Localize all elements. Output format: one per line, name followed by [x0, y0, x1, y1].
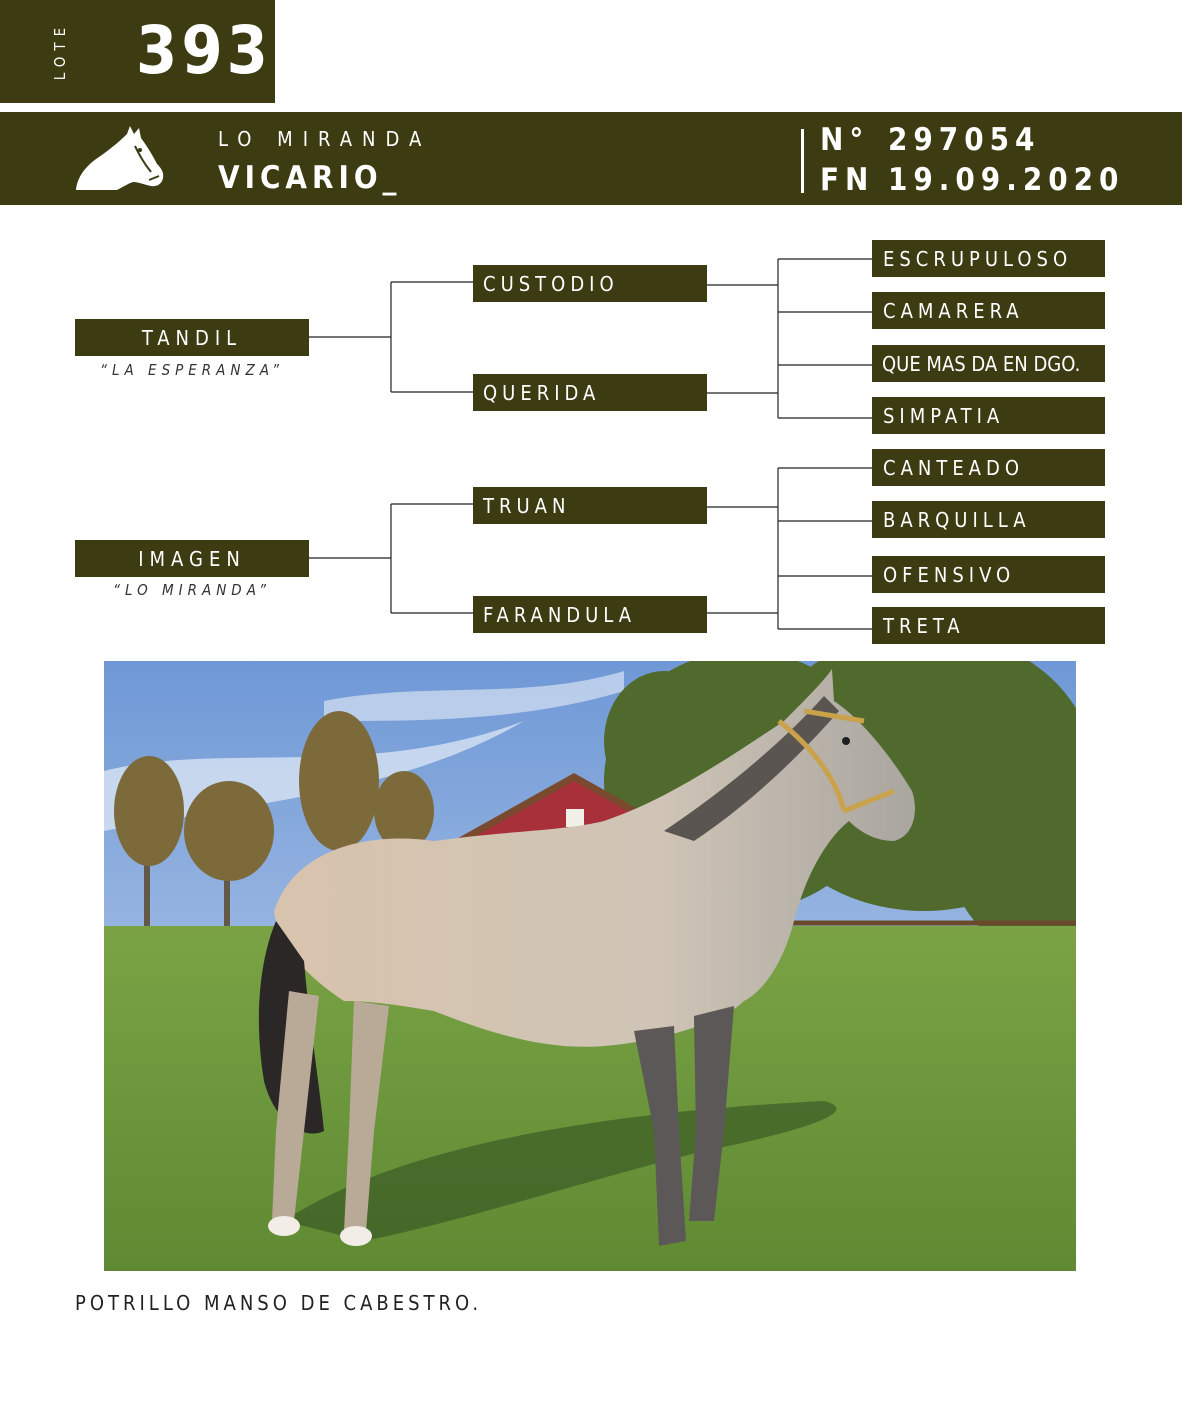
great-grandparent-box [872, 501, 1105, 538]
lot-remark: POTRILLO MANSO DE CABESTRO. [75, 1291, 483, 1315]
great-grandparent-box [872, 397, 1105, 434]
great-grandparent-name: TRETA [883, 613, 965, 638]
sire-name: TANDIL [141, 325, 243, 350]
great-grandparent-box [872, 449, 1105, 486]
great-grandparent-name: BARQUILLA [883, 507, 1031, 532]
maternal-grandsire-name: TRUAN [483, 493, 571, 518]
dam-name: IMAGEN [138, 546, 246, 571]
great-grandparent-name: ESCRUPULOSO [883, 246, 1073, 271]
lot-label: LOTE [51, 21, 69, 81]
registration-number: 297054 [888, 122, 1041, 158]
great-grandparent-box [872, 607, 1105, 644]
great-grandparent-box [872, 345, 1105, 382]
maternal-granddam-name: FARANDULA [483, 602, 637, 627]
paternal-grandsire-box [473, 265, 707, 302]
great-grandparent-box [872, 292, 1105, 329]
dam-box [75, 540, 309, 577]
great-grandparent-box [872, 556, 1105, 593]
birth-date-label: FN [820, 162, 875, 198]
sire-origin: “LA ESPERANZA” [100, 361, 284, 379]
horse-photo [104, 661, 1076, 1271]
great-grandparent-name: QUE MAS DA EN DGO. [882, 351, 1081, 376]
maternal-grandsire-box [473, 487, 707, 524]
great-grandparent-name: SIMPATIA [883, 403, 1005, 428]
paternal-granddam-box [473, 374, 707, 411]
sire-box [75, 319, 309, 356]
dam-origin: “LO MIRANDA” [113, 581, 271, 599]
birth-date: 19.09.2020 [888, 162, 1125, 198]
great-grandparent-name: CAMARERA [883, 298, 1024, 323]
horse-name: VICARIO_ [218, 160, 402, 196]
paternal-grandsire-name: CUSTODIO [483, 271, 619, 296]
maternal-granddam-box [473, 596, 707, 633]
great-grandparent-box [872, 240, 1105, 277]
great-grandparent-name: CANTEADO [883, 455, 1025, 480]
paternal-granddam-name: QUERIDA [483, 380, 601, 405]
registration-label: N° [820, 122, 870, 158]
breeder-name: LO MIRANDA [218, 127, 432, 151]
lot-number: 393 [136, 12, 272, 89]
great-grandparent-name: OFENSIVO [883, 562, 1016, 587]
